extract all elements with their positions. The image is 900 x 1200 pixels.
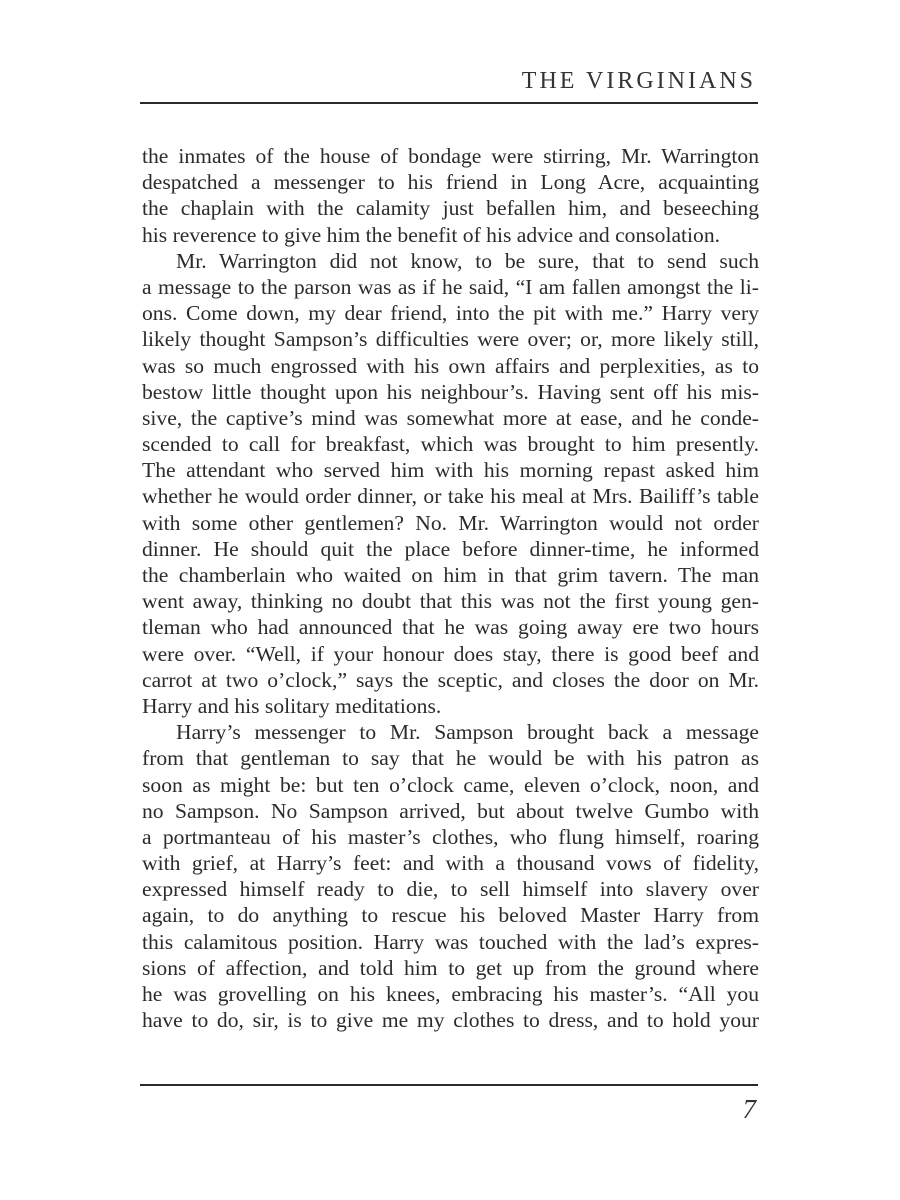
text-line: soon as might be: but ten o’clock came, eleven o’clock, noon, and — [142, 772, 759, 797]
text-line: the inmates of the house of bondage were stirring, Mr. Warrington — [142, 144, 759, 168]
text-line: bestow little thought upon his neighbour’s. Having sent off his mis- — [142, 379, 759, 404]
paragraph — [142, 719, 759, 1033]
text-line: went away, thinking no doubt that this was not the first young gen- — [142, 589, 759, 614]
text-line: Harry’s messenger to Mr. Sampson brought back a message — [176, 720, 759, 745]
text-line: the chaplain with the calamity just befallen him, and beseeching — [142, 196, 759, 221]
text-line: no Sampson. No Sampson arrived, but about twelve Gumbo with — [142, 798, 759, 823]
text-line: sions of affection, and told him to get up from the ground where — [142, 955, 759, 980]
text-line: a message to the parson was as if he said, “I am fallen amongst the li- — [142, 274, 759, 299]
text-line: likely thought Sampson’s difficulties were over; or, more likely still, — [142, 327, 759, 352]
text-line: with some other gentlemen? No. Mr. Warrington would not order — [142, 510, 759, 535]
text-line: he was grovelling on his knees, embracing his master’s. “All you — [142, 982, 759, 1006]
text-line: sive, the captive’s mind was somewhat more at ease, and he conde- — [142, 405, 759, 430]
footer-rule — [140, 1084, 758, 1086]
text-line: carrot at two o’clock,” says the sceptic, and closes the door on Mr. — [142, 667, 759, 692]
paragraph — [142, 248, 759, 719]
text-line: scended to call for breakfast, which was brought to him presently. — [142, 432, 759, 457]
text-line: expressed himself ready to die, to sell himself into slavery over — [142, 877, 759, 902]
text-line: his reverence to give him the benefit of his advice and consolation. — [142, 222, 721, 247]
text-line: was so much engrossed with his own affairs and perplexities, as to — [142, 353, 759, 378]
text-line: The attendant who served him with his morning repast asked him — [142, 458, 759, 483]
running-head-title: THE VIRGINIANS — [521, 68, 756, 94]
text-line: Harry and his solitary meditations. — [142, 693, 442, 718]
text-line: Mr. Warrington did not know, to be sure, that to send such — [176, 248, 759, 273]
text-line: ons. Come down, my dear friend, into the pit with me.” Harry very — [142, 301, 759, 326]
text-line: tleman who had announced that he was going away ere two hours — [142, 615, 759, 640]
text-line: despatched a messenger to his friend in Long Acre, acquainting — [142, 170, 759, 195]
paragraph — [142, 143, 759, 248]
text-line: this calamitous position. Harry was touched with the lad’s expres- — [142, 929, 759, 954]
text-line: a portmanteau of his master’s clothes, who flung himself, roaring — [142, 824, 759, 849]
text-line: dinner. He should quit the place before dinner-time, he informed — [142, 536, 759, 561]
header-rule — [140, 102, 758, 104]
text-line: have to do, sir, is to give me my clothes to dress, and to hold your — [142, 1008, 759, 1033]
text-line: were over. “Well, if your honour does stay, there is good beef and — [142, 641, 759, 666]
body-text — [142, 143, 759, 1033]
text-line: whether he would order dinner, or take his meal at Mrs. Bailiff’s table — [142, 484, 759, 509]
page-number: 7 — [742, 1094, 756, 1124]
text-line: with grief, at Harry’s feet: and with a thousand vows of fidelity, — [142, 851, 759, 876]
text-line: again, to do anything to rescue his beloved Master Harry from — [142, 903, 759, 928]
text-line: the chamberlain who waited on him in that grim tavern. The man — [142, 563, 759, 587]
text-line: from that gentleman to say that he would be with his patron as — [142, 746, 759, 771]
